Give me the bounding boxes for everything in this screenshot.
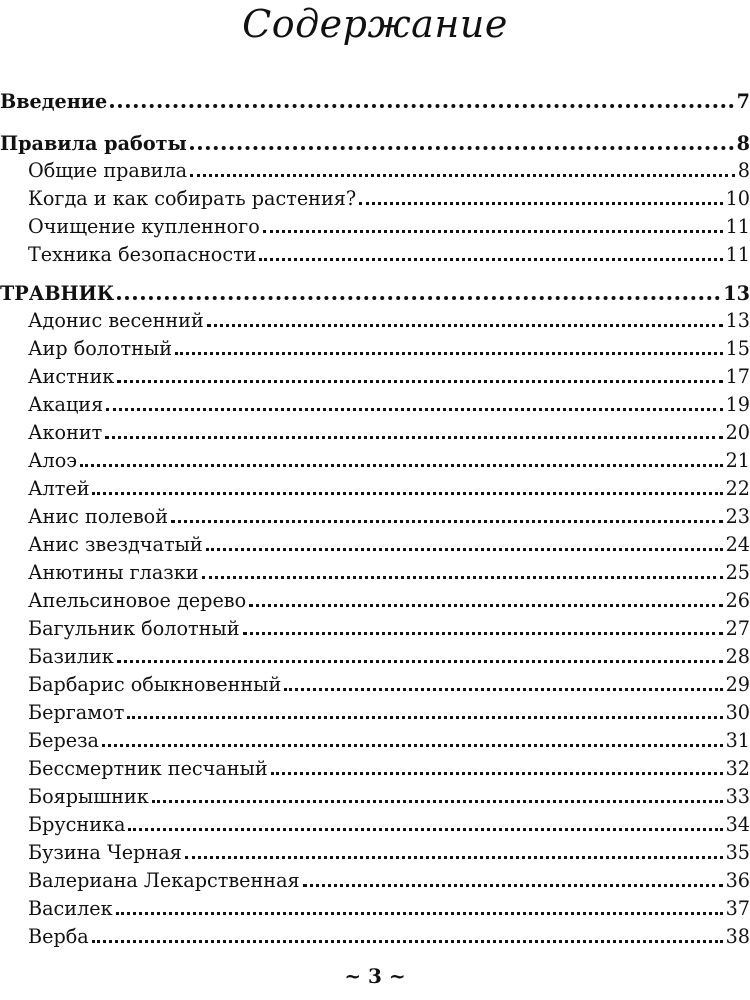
toc-entry-label: Багульник болотный: [28, 617, 240, 640]
dot-leader: [175, 332, 723, 355]
toc-entry-label: Аир болотный: [28, 337, 173, 360]
toc-entry-label: Анис полевой: [28, 505, 168, 528]
toc-entry-page: 37: [725, 897, 750, 920]
toc-entry-label: Введение: [0, 90, 108, 113]
toc-entry-label: Бергамот: [28, 701, 125, 724]
dot-leader: [117, 276, 720, 300]
toc-entry: [28, 182, 750, 210]
dot-leader: [106, 388, 722, 411]
toc-section-entry: [0, 126, 750, 154]
toc-entry-page: 10: [725, 187, 750, 210]
dot-leader: [190, 154, 735, 177]
toc-entry: [28, 332, 750, 360]
toc-entry-label: Брусника: [28, 813, 126, 836]
toc-entry-page: 28: [725, 645, 750, 668]
toc-entry-page: 31: [725, 729, 750, 752]
toc-entry-label: Анютины глазки: [28, 561, 199, 584]
toc-entry: [28, 724, 750, 752]
dot-leader: [303, 864, 723, 887]
toc-entry-page: 30: [725, 701, 750, 724]
toc-entry: [28, 154, 750, 182]
toc-entry: [28, 920, 750, 948]
toc-entry-label: Василек: [28, 897, 113, 920]
toc-entry-page: 33: [725, 785, 750, 808]
toc-entry: [28, 864, 750, 892]
toc-entry: [28, 304, 750, 332]
toc-entry: [28, 444, 750, 472]
toc-entry-label: Общие правила: [28, 159, 188, 182]
dot-leader: [190, 126, 734, 150]
toc-entry-label: Боярышник: [28, 785, 149, 808]
dot-leader: [249, 584, 722, 607]
toc-entry-label: Верба: [28, 925, 89, 948]
toc-entry: [28, 752, 750, 780]
toc-entry-label: Когда и как собирать растения?: [28, 187, 357, 210]
toc-entry: [28, 808, 750, 836]
toc-entry-label: Техника безопасности: [28, 243, 257, 266]
toc-entry-page: 35: [725, 841, 750, 864]
toc-entry-page: 20: [725, 421, 750, 444]
dot-leader: [102, 724, 723, 747]
toc-entry-page: 29: [725, 673, 750, 696]
dot-leader: [359, 182, 722, 205]
toc-entry-label: Базилик: [28, 645, 114, 668]
toc-entry: [28, 472, 750, 500]
toc-entry-label: Береза: [28, 729, 99, 752]
toc-section-entry: [0, 84, 750, 112]
toc-entry-label: Адонис весенний: [28, 309, 204, 332]
dot-leader: [263, 210, 723, 233]
toc-entry-label: Алоэ: [28, 449, 78, 472]
dot-leader: [207, 304, 723, 327]
dot-leader: [116, 892, 723, 915]
toc-entry-label: Аистник: [28, 365, 115, 388]
toc-entry-label: Очищение купленного: [28, 215, 260, 238]
dot-leader: [105, 416, 722, 439]
toc-entry: [28, 640, 750, 668]
toc-entry-page: 15: [725, 337, 750, 360]
dot-leader: [92, 472, 722, 495]
page-title: Содержание: [242, 2, 508, 46]
toc-entry: [28, 584, 750, 612]
dot-leader: [152, 780, 723, 803]
toc-entry-label: Бессмертник песчаный: [28, 757, 268, 780]
toc-entry-label: Барбарис обыкновенный: [28, 673, 282, 696]
toc-entry: [28, 210, 750, 238]
toc-entry-page: 13: [723, 282, 750, 305]
toc-entry: [28, 416, 750, 444]
toc-entry-page: 8: [736, 132, 750, 155]
dot-leader: [128, 808, 722, 831]
page-number: ~ 3 ~: [344, 964, 406, 988]
toc-entry-label: Анис звездчатый: [28, 533, 203, 556]
toc-entry-label: Валериана Лекарственная: [28, 869, 300, 892]
toc-entry: [28, 836, 750, 864]
toc-entry-label: Бузина Черная: [28, 841, 182, 864]
toc-entry-page: 38: [725, 925, 750, 948]
toc-entry-page: 22: [725, 477, 750, 500]
toc-entry-page: 23: [725, 505, 750, 528]
toc-entry-page: 24: [725, 533, 750, 556]
dot-leader: [206, 528, 723, 551]
dot-leader: [92, 920, 723, 943]
toc-entry-label: ТРАВНИК: [0, 282, 115, 305]
toc-entry-label: Апельсиновое дерево: [28, 589, 247, 612]
toc-entry: [28, 668, 750, 696]
toc-entry-label: Алтей: [28, 477, 90, 500]
dot-leader: [110, 84, 733, 108]
toc-entry-page: 36: [725, 869, 750, 892]
toc-entry-page: 11: [725, 215, 750, 238]
toc-entry: [28, 500, 750, 528]
toc-entry-page: 7: [736, 90, 750, 113]
dot-leader: [243, 612, 723, 635]
dot-leader: [259, 238, 722, 261]
toc-entry-page: 26: [725, 589, 750, 612]
toc-entry: [28, 528, 750, 556]
toc-entry-page: 34: [725, 813, 750, 836]
toc-entry: [28, 360, 750, 388]
toc-entry: [28, 238, 750, 266]
toc-entry-page: 11: [725, 243, 750, 266]
toc-entry: [28, 696, 750, 724]
dot-leader: [80, 444, 723, 467]
toc-entry-page: 13: [725, 309, 750, 332]
toc-entry-page: 19: [725, 393, 750, 416]
dot-leader: [271, 752, 723, 775]
toc-entry-page: 27: [725, 617, 750, 640]
toc-entry-page: 32: [725, 757, 750, 780]
dot-leader: [202, 556, 723, 579]
dot-leader: [127, 696, 722, 719]
toc-entry-label: Правила работы: [0, 132, 187, 155]
toc-entry-label: Аконит: [28, 421, 103, 444]
dot-leader: [117, 360, 722, 383]
toc-entry: [28, 612, 750, 640]
toc-entry-page: 25: [725, 561, 750, 584]
toc-entry-label: Акация: [28, 393, 104, 416]
toc-entry-page: 8: [737, 159, 750, 182]
toc-entry: [28, 556, 750, 584]
toc-entry: [28, 388, 750, 416]
dot-leader: [171, 500, 723, 523]
dot-leader: [185, 836, 723, 859]
toc-entry: [28, 780, 750, 808]
dot-leader: [284, 668, 722, 691]
toc-entry: [28, 892, 750, 920]
toc-entry-page: 17: [725, 365, 750, 388]
dot-leader: [117, 640, 723, 663]
toc-section-entry: [0, 276, 750, 304]
toc-entry-page: 21: [725, 449, 750, 472]
